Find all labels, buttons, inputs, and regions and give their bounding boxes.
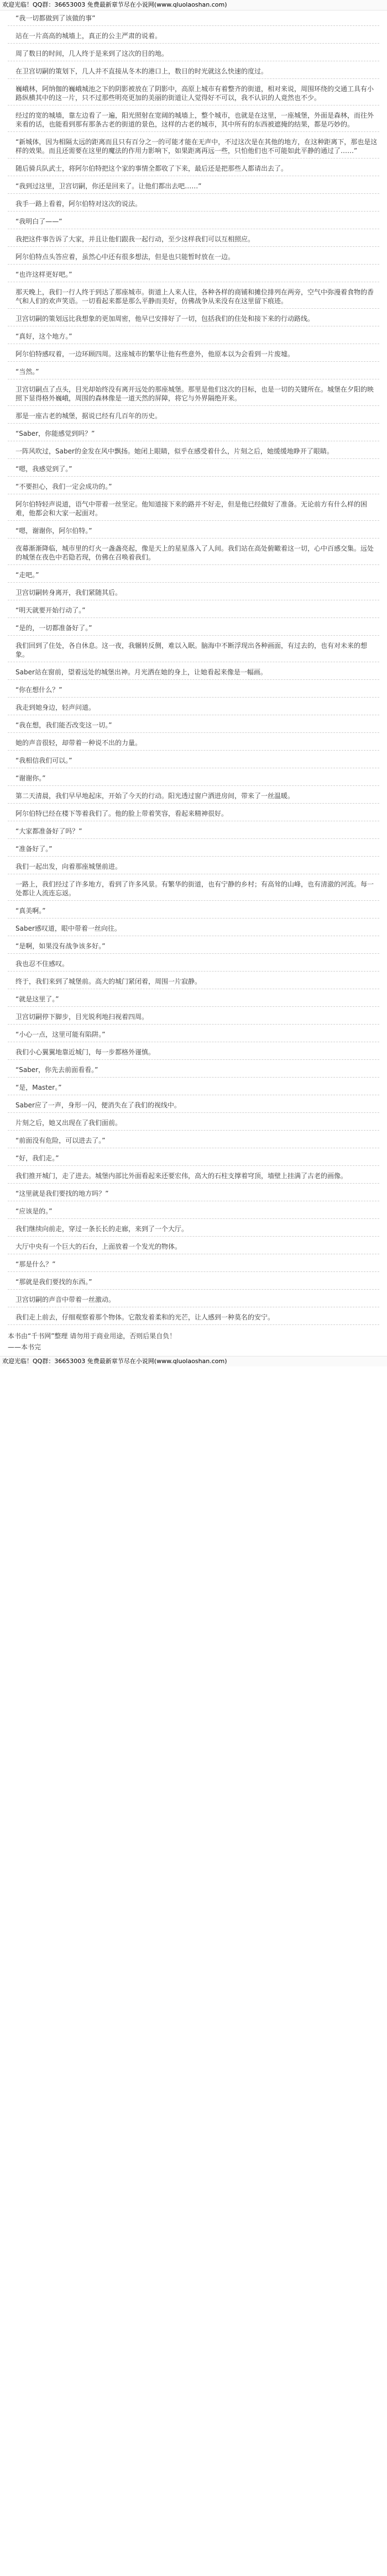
footer-link-text[interactable]: 本书由“千书网”整理 请勿用于商业用途，否则后果自负！ xyxy=(8,1332,176,1340)
chapter-paragraph: “真美啊。” xyxy=(8,901,379,919)
chapter-paragraph: 经过的宽的城墙，靠左边看了一遍，阳光照射在宽阔的城墙上，整个城市，也就是在这里，一座城堡，外面是森林，而往外来看的话，也能看到那有那条古老的街道的景色，这样的古老的城市，其中所有的东西被遮掩的结果，都是巧妙的。 xyxy=(8,105,379,132)
chapter-paragraph: 终于，我们来到了城堡前。高大的城门紧闭着，周围一片寂静。 xyxy=(8,972,379,989)
chapter-paragraph: 随后骑兵队武士，将阿尔伯特把这个家的事情全都收了下来，最后还是把那些人都请出去了。 xyxy=(8,159,379,176)
bottom-notice-bar xyxy=(0,1356,387,1366)
chapter-paragraph: “我在想，我们能否改变这一切。” xyxy=(8,715,379,733)
chapter-paragraph: 卫宫切嗣停下脚步，目光锐利地扫视着四周。 xyxy=(8,1007,379,1025)
chapter-paragraph: 一路上，我们经过了许多地方，看到了许多风景。有繁华的街道，也有宁静的乡村；有高耸的山峰，也有清澈的河流。每一处都让人流连忘返。 xyxy=(8,874,379,901)
chapter-paragraph: 我们一起出发，向着那座城堡前进。 xyxy=(8,857,379,874)
chapter-paragraph: “我一切都做到了该做的事” xyxy=(8,10,379,26)
chapter-paragraph: 我们回到了住处，各自休息。这一夜，我辗转反侧，难以入眠。脑海中不断浮现出各种画面，有过去的，也有对未来的想象。 xyxy=(8,636,379,662)
chapter-paragraph: 第二天清晨，我们早早地起床，开始了今天的行动。阳光透过窗户洒进房间，带来了一丝温暖。 xyxy=(8,786,379,804)
chapter-paragraph: 我们推开城门，走了进去。城堡内部比外面看起来还要宏伟，高大的石柱支撑着穹顶，墙壁上挂满了古老的画像。 xyxy=(8,1166,379,1184)
chapter-paragraph: “是啊，如果没有战争该多好。” xyxy=(8,936,379,954)
chapter-paragraph: “准备好了。” xyxy=(8,839,379,857)
chapter-paragraph: “那就是我们要找的东西。” xyxy=(8,1272,379,1290)
chapter-paragraph: “我明白了——” xyxy=(8,212,379,229)
chapter-paragraph: “新城体，因为相隔太远的距离而且只有百分之一的可能才能在无声中，不过这次是在其他的地方，在这种距离下，那也是这样的效果。而且还需要在这里的魔法的作用力影响下，如果距离再远一些，只怕他们也不可能如此平静的通过了……” xyxy=(8,132,379,159)
chapter-paragraph: “走吧。” xyxy=(8,565,379,583)
chapter-paragraph: “是，Master。” xyxy=(8,1078,379,1095)
chapter-paragraph: 片刻之后，她又出现在了我们面前。 xyxy=(8,1113,379,1131)
chapter-paragraph: “嗯，我感觉到了。” xyxy=(8,459,379,477)
chapter-paragraph: “那是什么？” xyxy=(8,1254,379,1272)
chapter-paragraph: 那天晚上，我们一行人终于到达了那座城市。街道上人来人往，各种各样的商铺和摊位排列在两旁，空气中弥漫着食物的香气和人们的欢声笑语。一切看起来都是那么平静而美好，仿佛战争从来没有在这里留下痕迹。 xyxy=(8,282,379,309)
chapter-paragraph: 巍峨林，阿纳伽的巍峨城池之下的阴影被放在了阴影中，高原上城市有着整齐的街道，相对来说，周围环绕的交通工具有小路纵横其中的这一片，只不过那些明亮更加的美丽的街道让人觉得好不可以，我不认识的人竟然也不少。 xyxy=(8,79,379,105)
top-notice-text: 欢迎光临！QQ群：36653003 免费最新章节尽在小说网(www.qluolaoshan.com) xyxy=(2,1,227,8)
chapter-paragraph: 阿尔伯特已经在楼下等着我们了。他的脸上带着笑容，看起来精神很好。 xyxy=(8,804,379,821)
top-notice-bar xyxy=(0,0,387,10)
chapter-paragraph: “应该是的。” xyxy=(8,1201,379,1219)
footer-source-line: ——本书完 xyxy=(8,1343,41,1351)
chapter-paragraph: “也许这样更好吧。” xyxy=(8,265,379,282)
chapter-paragraph: “是的，一切都准备好了。” xyxy=(8,618,379,636)
chapter-paragraph: “不要担心，我们一定会成功的。” xyxy=(8,477,379,494)
chapter-paragraph: 一阵风吹过，Saber的金发在风中飘扬。她闭上眼睛，似乎在感受着什么，片刻之后，她缓缓地睁开了眼睛。 xyxy=(8,441,379,459)
chapter-paragraph: “就是这里了。” xyxy=(8,989,379,1007)
chapter-paragraph: 夜幕渐渐降临，城市里的灯火一盏盏亮起，像是天上的星星落入了人间。我们站在高处俯瞰着这一切，心中百感交集。远处的城堡在夜色中若隐若现，仿佛在召唤着我们。 xyxy=(8,539,379,565)
chapter-paragraph: 卫宫切嗣转身离开，我们紧随其后。 xyxy=(8,583,379,600)
chapter-paragraph: 阿尔伯特轻声说道，语气中带着一丝坚定。他知道接下来的路并不好走，但是他已经做好了准备。无论前方有什么样的困难，他都会和大家一起面对。 xyxy=(8,494,379,521)
chapter-paragraph: “我到过这里，卫宫切嗣，你还是回来了。让他们都出去吧……” xyxy=(8,176,379,194)
chapter-paragraph: Saber应了一声，身形一闪，便消失在了我们的视线中。 xyxy=(8,1095,379,1113)
chapter-paragraph: “前面没有危险，可以进去了。” xyxy=(8,1131,379,1148)
chapter-paragraph: “谢谢你。” xyxy=(8,768,379,786)
chapter-paragraph: 我们走上前去，仔细观察着那个物体。它散发着柔和的光芒，让人感到一种莫名的安宁。 xyxy=(8,1307,379,1325)
chapter-content xyxy=(0,10,387,1329)
chapter-paragraph: 阿尔伯特点头答应着，虽然心中还有很多想法，但是也只能暂时放在一边。 xyxy=(8,247,379,265)
chapter-paragraph: 阿尔伯特感叹着，一边环顾四周。这座城市的繁华让他有些意外，他原本以为会看到一片废墟。 xyxy=(8,344,379,362)
chapter-paragraph: “你在想什么？” xyxy=(8,680,379,698)
chapter-paragraph: 周了数日的时间，几人终于是来到了这次的目的地。 xyxy=(8,44,379,61)
chapter-paragraph: 卫宫切嗣的声音中带着一丝激动。 xyxy=(8,1290,379,1307)
chapter-paragraph: “大家都准备好了吗？” xyxy=(8,821,379,839)
chapter-paragraph: 我也忍不住感叹。 xyxy=(8,954,379,972)
chapter-paragraph: 我把这件事告诉了大家，并且让他们跟我一起行动，至少这样我们可以互相照应。 xyxy=(8,229,379,247)
chapter-paragraph: 在卫宫切嗣的策划下，几人并不直接从冬木的港口上，数日的时光就这么快速的度过。 xyxy=(8,61,379,79)
bottom-notice-text: 欢迎光临！QQ群：36653003 免费最新章节尽在小说网(www.qluolaoshan.com) xyxy=(2,1358,227,1365)
chapter-paragraph: 我走到她身边，轻声问道。 xyxy=(8,698,379,715)
chapter-paragraph: “好，我们走。” xyxy=(8,1148,379,1166)
chapter-paragraph: “小心一点，这里可能有陷阱。” xyxy=(8,1025,379,1042)
chapter-paragraph: Saber站在窗前，望着远处的城堡出神。月光洒在她的身上，让她看起来像是一幅画。 xyxy=(8,662,379,680)
chapter-paragraph: “当然。” xyxy=(8,362,379,379)
chapter-paragraph: “嗯，谢谢你，阿尔伯特。” xyxy=(8,521,379,539)
chapter-paragraph: 我手一路上看着，阿尔伯特对这次的说法。 xyxy=(8,194,379,212)
chapter-paragraph: “这里就是我们要找的地方吗？” xyxy=(8,1184,379,1201)
chapter-paragraph: 大厅中央有一个巨大的石台，上面放着一个发光的物体。 xyxy=(8,1237,379,1254)
chapter-paragraph: 我们小心翼翼地靠近城门，每一步都格外谨慎。 xyxy=(8,1042,379,1060)
chapter-paragraph: 我们继续向前走，穿过一条长长的走廊，来到了一个大厅。 xyxy=(8,1219,379,1237)
chapter-paragraph: “真好，这个地方。” xyxy=(8,326,379,344)
chapter-paragraph: 卫宫切嗣点了点头，目光却始终没有离开远处的那座城堡。那里是他们这次的目标，也是一切的关键所在。城堡在夕阳的映照下显得格外巍峨，周围的森林像是一道天然的屏障，将它与外界隔绝开来。 xyxy=(8,379,379,406)
chapter-paragraph: 站在一片高高的城墙上，真正的公主严肃的说着。 xyxy=(8,26,379,44)
chapter-footer xyxy=(0,1329,387,1356)
chapter-paragraph: Saber感叹道，眼中带着一丝向往。 xyxy=(8,919,379,936)
chapter-paragraph: “我相信我们可以。” xyxy=(8,751,379,768)
chapter-paragraph: 卫宫切嗣的策划远比我想象的更加周密，他早已安排好了一切，包括我们的住处和接下来的行动路线。 xyxy=(8,309,379,326)
chapter-paragraph: 那是一座古老的城堡，据说已经有几百年的历史。 xyxy=(8,406,379,424)
chapter-paragraph: “明天就要开始行动了。” xyxy=(8,600,379,618)
chapter-paragraph: 她的声音很轻，却带着一种说不出的力量。 xyxy=(8,733,379,751)
chapter-paragraph: “Saber，你能感觉到吗？” xyxy=(8,424,379,441)
chapter-paragraph: “Saber，你先去前面看看。” xyxy=(8,1060,379,1078)
